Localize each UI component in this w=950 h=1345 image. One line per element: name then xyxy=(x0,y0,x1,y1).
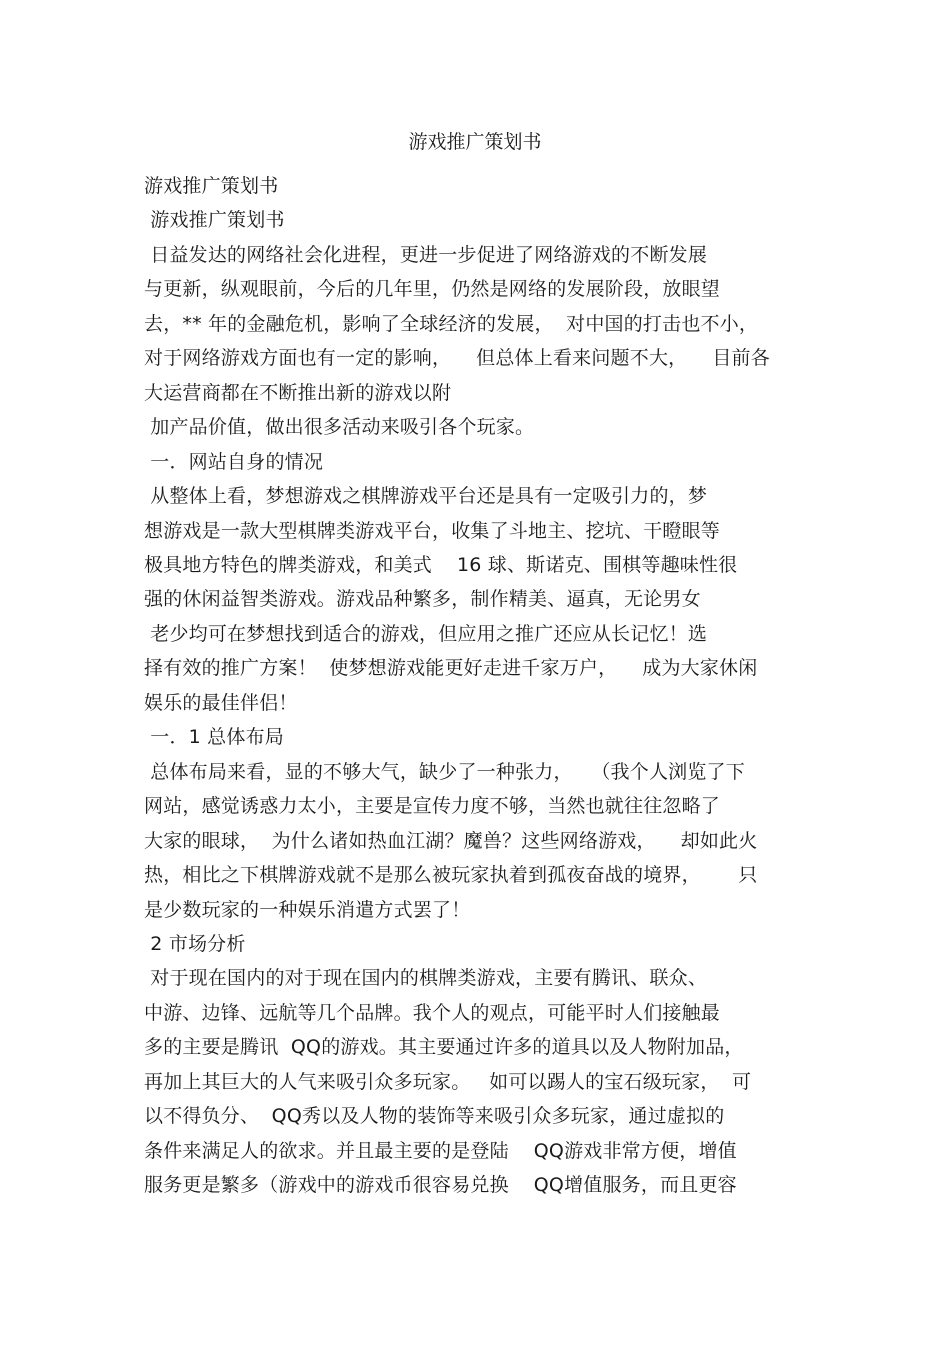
document-line: 条件来满足人的欲求。并且最主要的是登陆 QQ游戏非常方便，增值 xyxy=(144,1139,737,1162)
document-title: 游戏推广策划书 xyxy=(408,131,542,153)
document-line: 择有效的推广方案！ 使梦想游戏能更好走进千家万户， 成为大家休闲 xyxy=(144,657,758,680)
document-line: 总体布局来看，显的不够大气，缺少了一种张力， （我个人浏览了下 xyxy=(144,760,745,783)
document-line: 一．1 总体布局 xyxy=(144,726,284,749)
document-line: 想游戏是一款大型棋牌类游戏平台，收集了斗地主、挖坑、干瞪眼等 xyxy=(144,519,721,542)
document-line: 从整体上看，梦想游戏之棋牌游戏平台还是具有一定吸引力的，梦 xyxy=(144,485,708,508)
document-line: 2 市场分析 xyxy=(144,932,246,955)
document-line: 服务更是繁多（游戏中的游戏币很容易兑换 QQ增值服务，而且更容 xyxy=(144,1174,737,1197)
document-line: 游戏推广策划书 xyxy=(144,175,279,197)
document-line: 娱乐的最佳伴侣！ xyxy=(144,691,298,714)
document-line: 再加上其巨大的人气来吸引众多玩家。 如可以踢人的宝石级玩家， 可 xyxy=(144,1070,752,1093)
document-line: 大运营商都在不断推出新的游戏以附 xyxy=(144,381,452,404)
document-line: 老少均可在梦想找到适合的游戏，但应用之推广还应从长记忆！选 xyxy=(144,622,708,645)
document-line: 热，相比之下棋牌游戏就不是那么被玩家执着到孤夜奋战的境界， 只 xyxy=(144,864,758,886)
document-line: 多的主要是腾讯 QQ的游戏。其主要通过许多的道具以及人物附加品， xyxy=(144,1036,744,1059)
document-line: 中游、边锋、远航等几个品牌。我个人的观点，可能平时人们接触最 xyxy=(144,1001,721,1024)
document-line: 是少数玩家的一种娱乐消遣方式罢了！ xyxy=(144,898,471,921)
document-line: 强的休闲益智类游戏。游戏品种繁多，制作精美、逼真，无论男女 xyxy=(144,588,701,611)
document-line: 与更新，纵观眼前，今后的几年里，仍然是网络的发展阶段，放眼望 xyxy=(144,278,721,301)
document-line: 去，** 年的金融危机，影响了全球经济的发展， 对中国的打击也不小， xyxy=(144,312,759,335)
document-line: 加产品价值，做出很多活动来吸引各个玩家。 xyxy=(144,416,535,439)
document-line: 对于现在国内的对于现在国内的棋牌类游戏，主要有腾讯、联众、 xyxy=(144,967,708,990)
document-line: 网站，感觉诱惑力太小，主要是宣传力度不够，当然也就往往忽略了 xyxy=(144,795,721,818)
document-line: 大家的眼球， 为什么诸如热血江湖？魔兽？这些网络游戏， 却如此火 xyxy=(144,829,758,852)
document-line: 以不得负分、 QQ秀以及人物的装饰等来吸引众多玩家，通过虚拟的 xyxy=(144,1105,725,1128)
document-line: 极具地方特色的牌类游戏，和美式 16 球、斯诺克、围棋等趣味性很 xyxy=(144,554,738,576)
document-line: 一．网站自身的情况 xyxy=(144,450,324,473)
document-line: 对于网络游戏方面也有一定的影响， 但总体上看来问题不大， 目前各 xyxy=(144,347,770,370)
document-line: 日益发达的网络社会化进程，更进一步促进了网络游戏的不断发展 xyxy=(144,243,708,266)
document-line: 游戏推广策划书 xyxy=(144,209,285,232)
